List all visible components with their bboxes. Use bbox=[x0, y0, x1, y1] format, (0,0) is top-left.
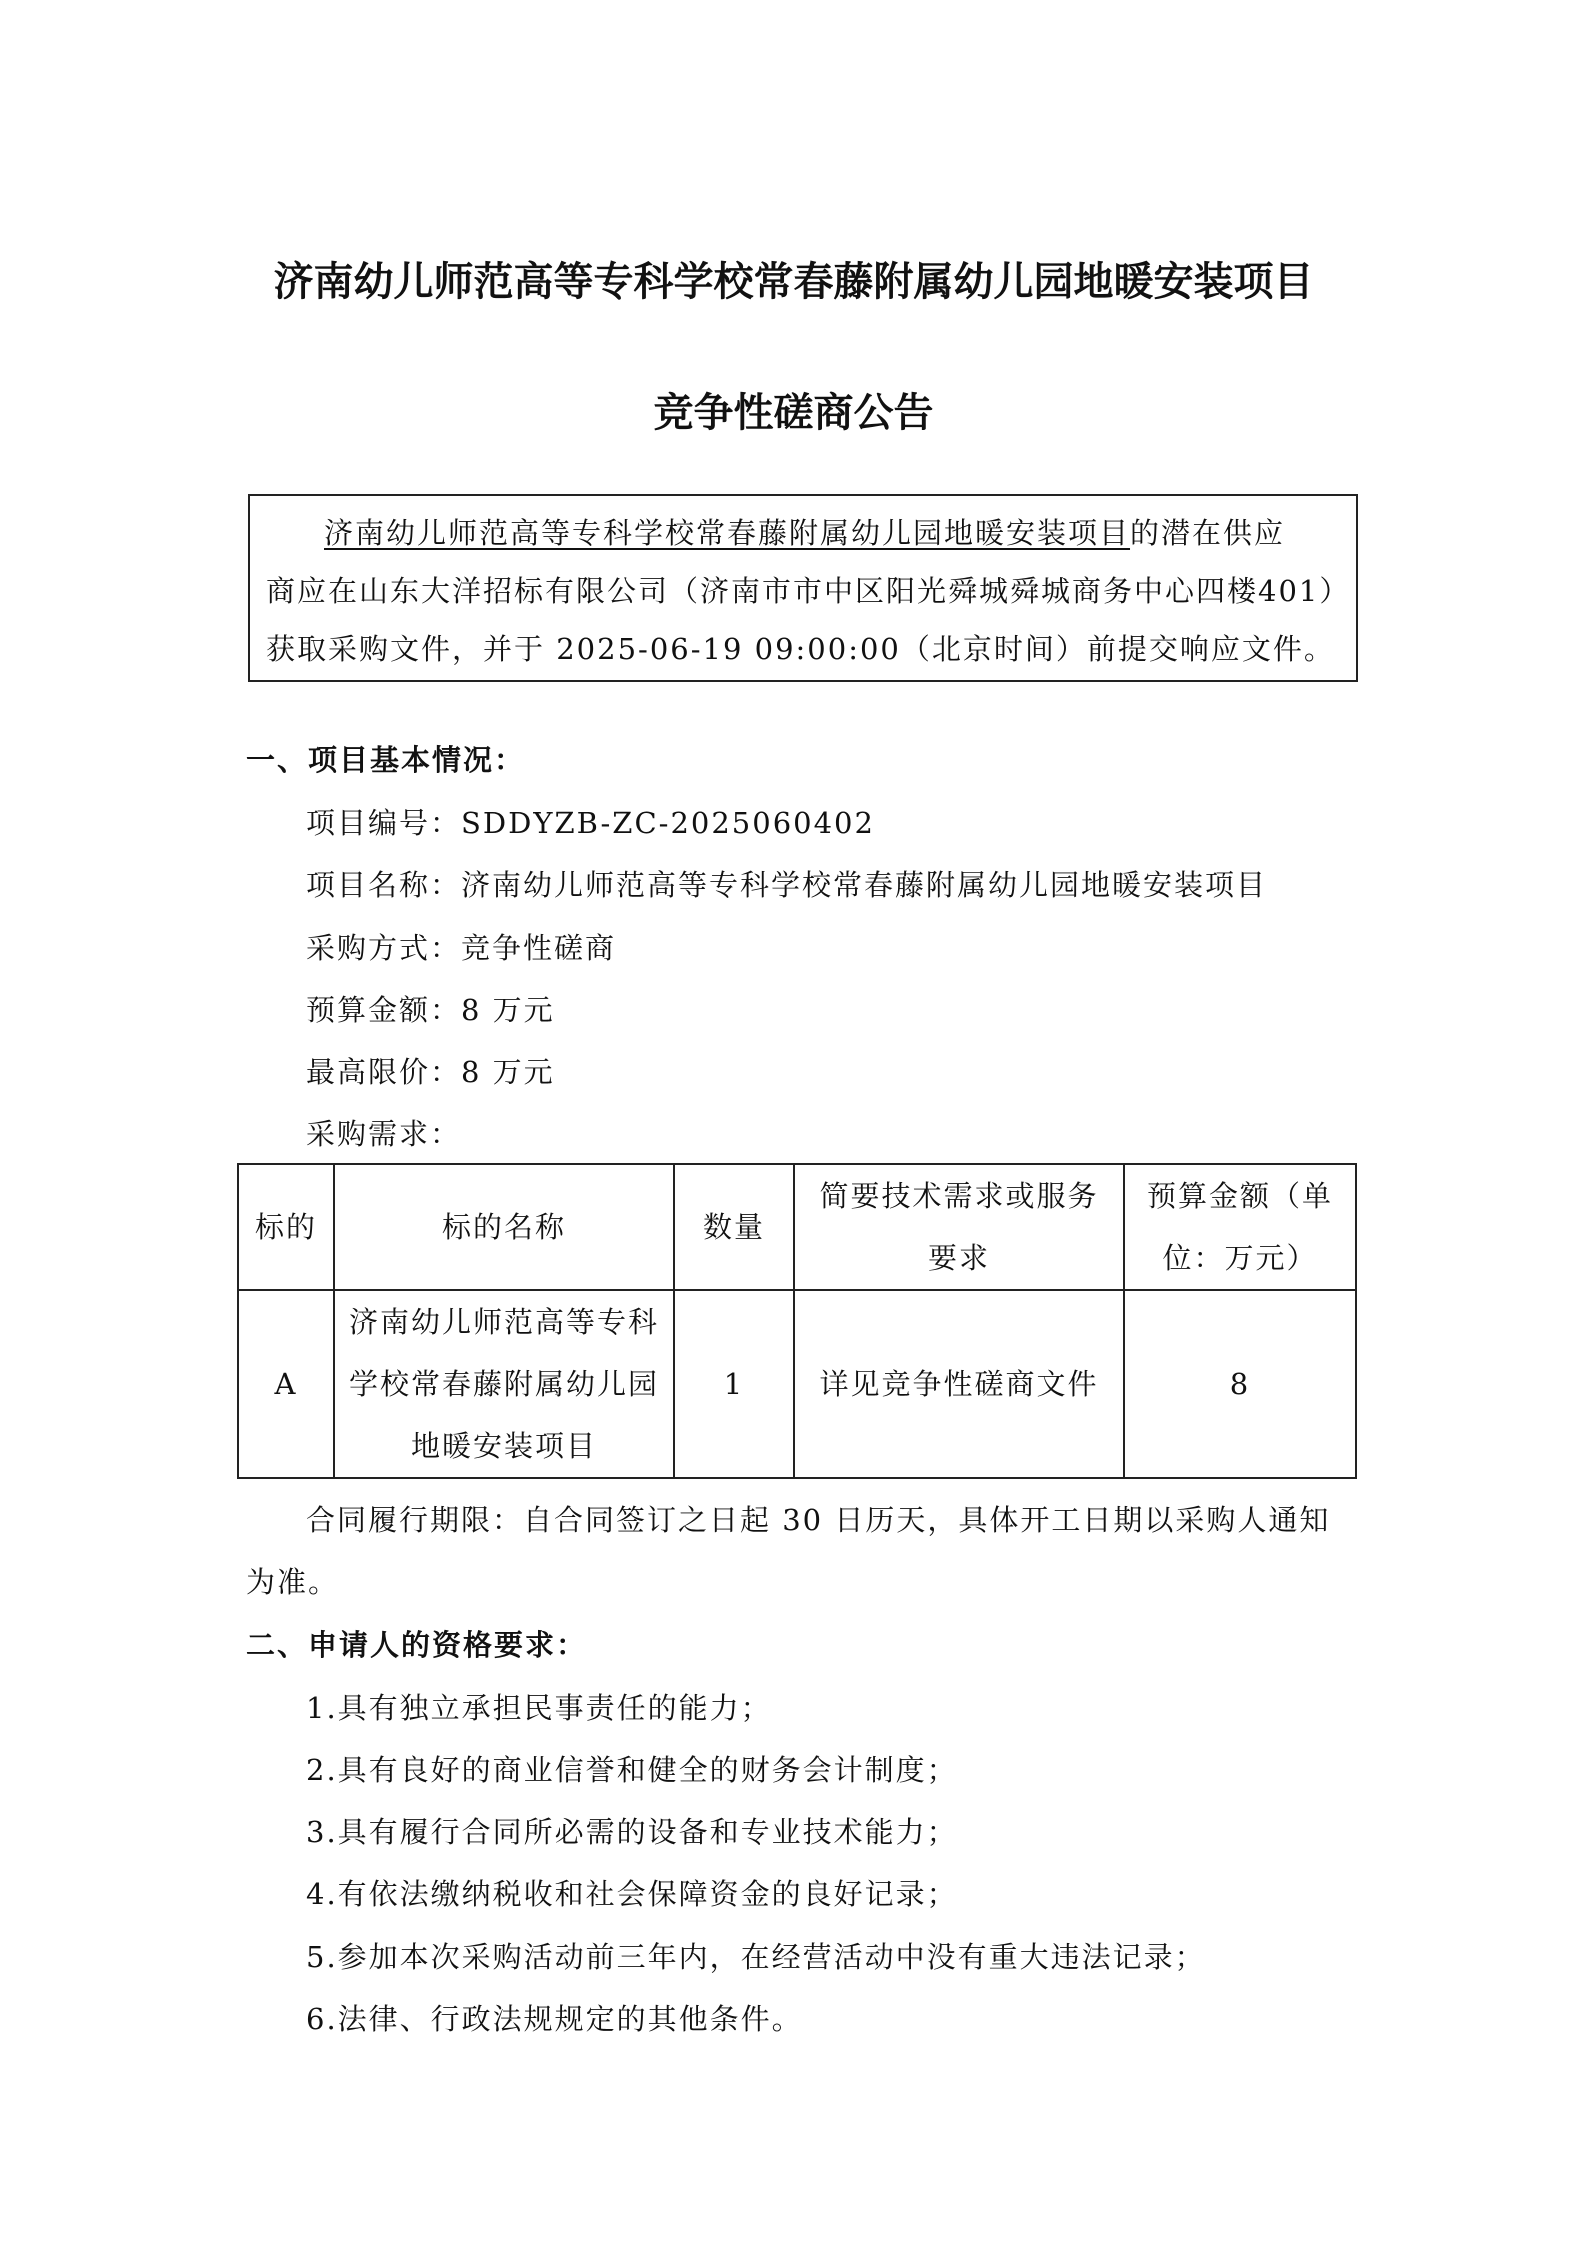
document-title-line2: 竞争性磋商公告 bbox=[653, 389, 934, 436]
qualification-item-1: 1.具有独立承担民事责任的能力； bbox=[306, 1691, 772, 1725]
qualification-item-2: 2.具有良好的商业信誉和健全的财务会计制度； bbox=[306, 1753, 958, 1787]
section1-heading: 一、项目基本情况： bbox=[246, 743, 526, 777]
cell-quantity: 1 bbox=[674, 1290, 794, 1478]
qualification-item-4: 4.有依法缴纳税收和社会保障资金的良好记录； bbox=[306, 1877, 958, 1911]
qualification-item-6: 6.法律、行政法规规定的其他条件。 bbox=[306, 2002, 803, 2036]
contract-period-line2: 为准。 bbox=[246, 1565, 340, 1599]
header-quantity: 数量 bbox=[674, 1164, 794, 1290]
cell-lot: A bbox=[238, 1290, 334, 1478]
cell-name: 济南幼儿师范高等专科学校常春藤附属幼儿园地暖安装项目 bbox=[334, 1290, 674, 1478]
qualification-item-5: 5.参加本次采购活动前三年内，在经营活动中没有重大违法记录； bbox=[306, 1940, 1206, 1974]
project-number: 项目编号：SDDYZB-ZC-2025060402 bbox=[306, 806, 875, 840]
section2-heading: 二、申请人的资格要求： bbox=[246, 1628, 588, 1662]
cell-budget: 8 bbox=[1124, 1290, 1356, 1478]
cell-spec: 详见竞争性磋商文件 bbox=[794, 1290, 1124, 1478]
header-name: 标的名称 bbox=[334, 1164, 674, 1290]
table-row bbox=[238, 1290, 1356, 1478]
budget-amount: 预算金额：8 万元 bbox=[306, 993, 555, 1027]
notice-line-2: 商应在山东大洋招标有限公司（济南市市中区阳光舜城舜城商务中心四楼401） bbox=[266, 574, 1351, 608]
procurement-table bbox=[237, 1163, 1357, 1479]
requirements-label: 采购需求： bbox=[306, 1117, 462, 1151]
procurement-method: 采购方式：竞争性磋商 bbox=[306, 931, 617, 965]
contract-period-line1: 合同履行期限：自合同签订之日起 30 日历天，具体开工日期以采购人通知 bbox=[306, 1503, 1331, 1537]
table-header-row bbox=[238, 1164, 1356, 1290]
notice-line-1-tail: 的潜在供应 bbox=[1130, 516, 1286, 550]
header-budget: 预算金额（单位：万元） bbox=[1124, 1164, 1356, 1290]
header-lot: 标的 bbox=[238, 1164, 334, 1290]
max-price: 最高限价：8 万元 bbox=[306, 1055, 555, 1089]
header-spec: 简要技术需求或服务要求 bbox=[794, 1164, 1124, 1290]
document-title-line1: 济南幼儿师范高等专科学校常春藤附属幼儿园地暖安装项目 bbox=[273, 258, 1314, 305]
notice-line-3: 获取采购文件，并于 2025-06-19 09:00:00（北京时间）前提交响应文件。 bbox=[266, 632, 1335, 666]
notice-project-name-link: 济南幼儿师范高等专科学校常春藤附属幼儿园地暖安装项目 bbox=[324, 516, 1131, 550]
notice-line-1 bbox=[266, 504, 1340, 562]
notice-box bbox=[248, 494, 1358, 682]
project-name: 项目名称：济南幼儿师范高等专科学校常春藤附属幼儿园地暖安装项目 bbox=[306, 868, 1268, 902]
qualification-item-3: 3.具有履行合同所必需的设备和专业技术能力； bbox=[306, 1815, 958, 1849]
